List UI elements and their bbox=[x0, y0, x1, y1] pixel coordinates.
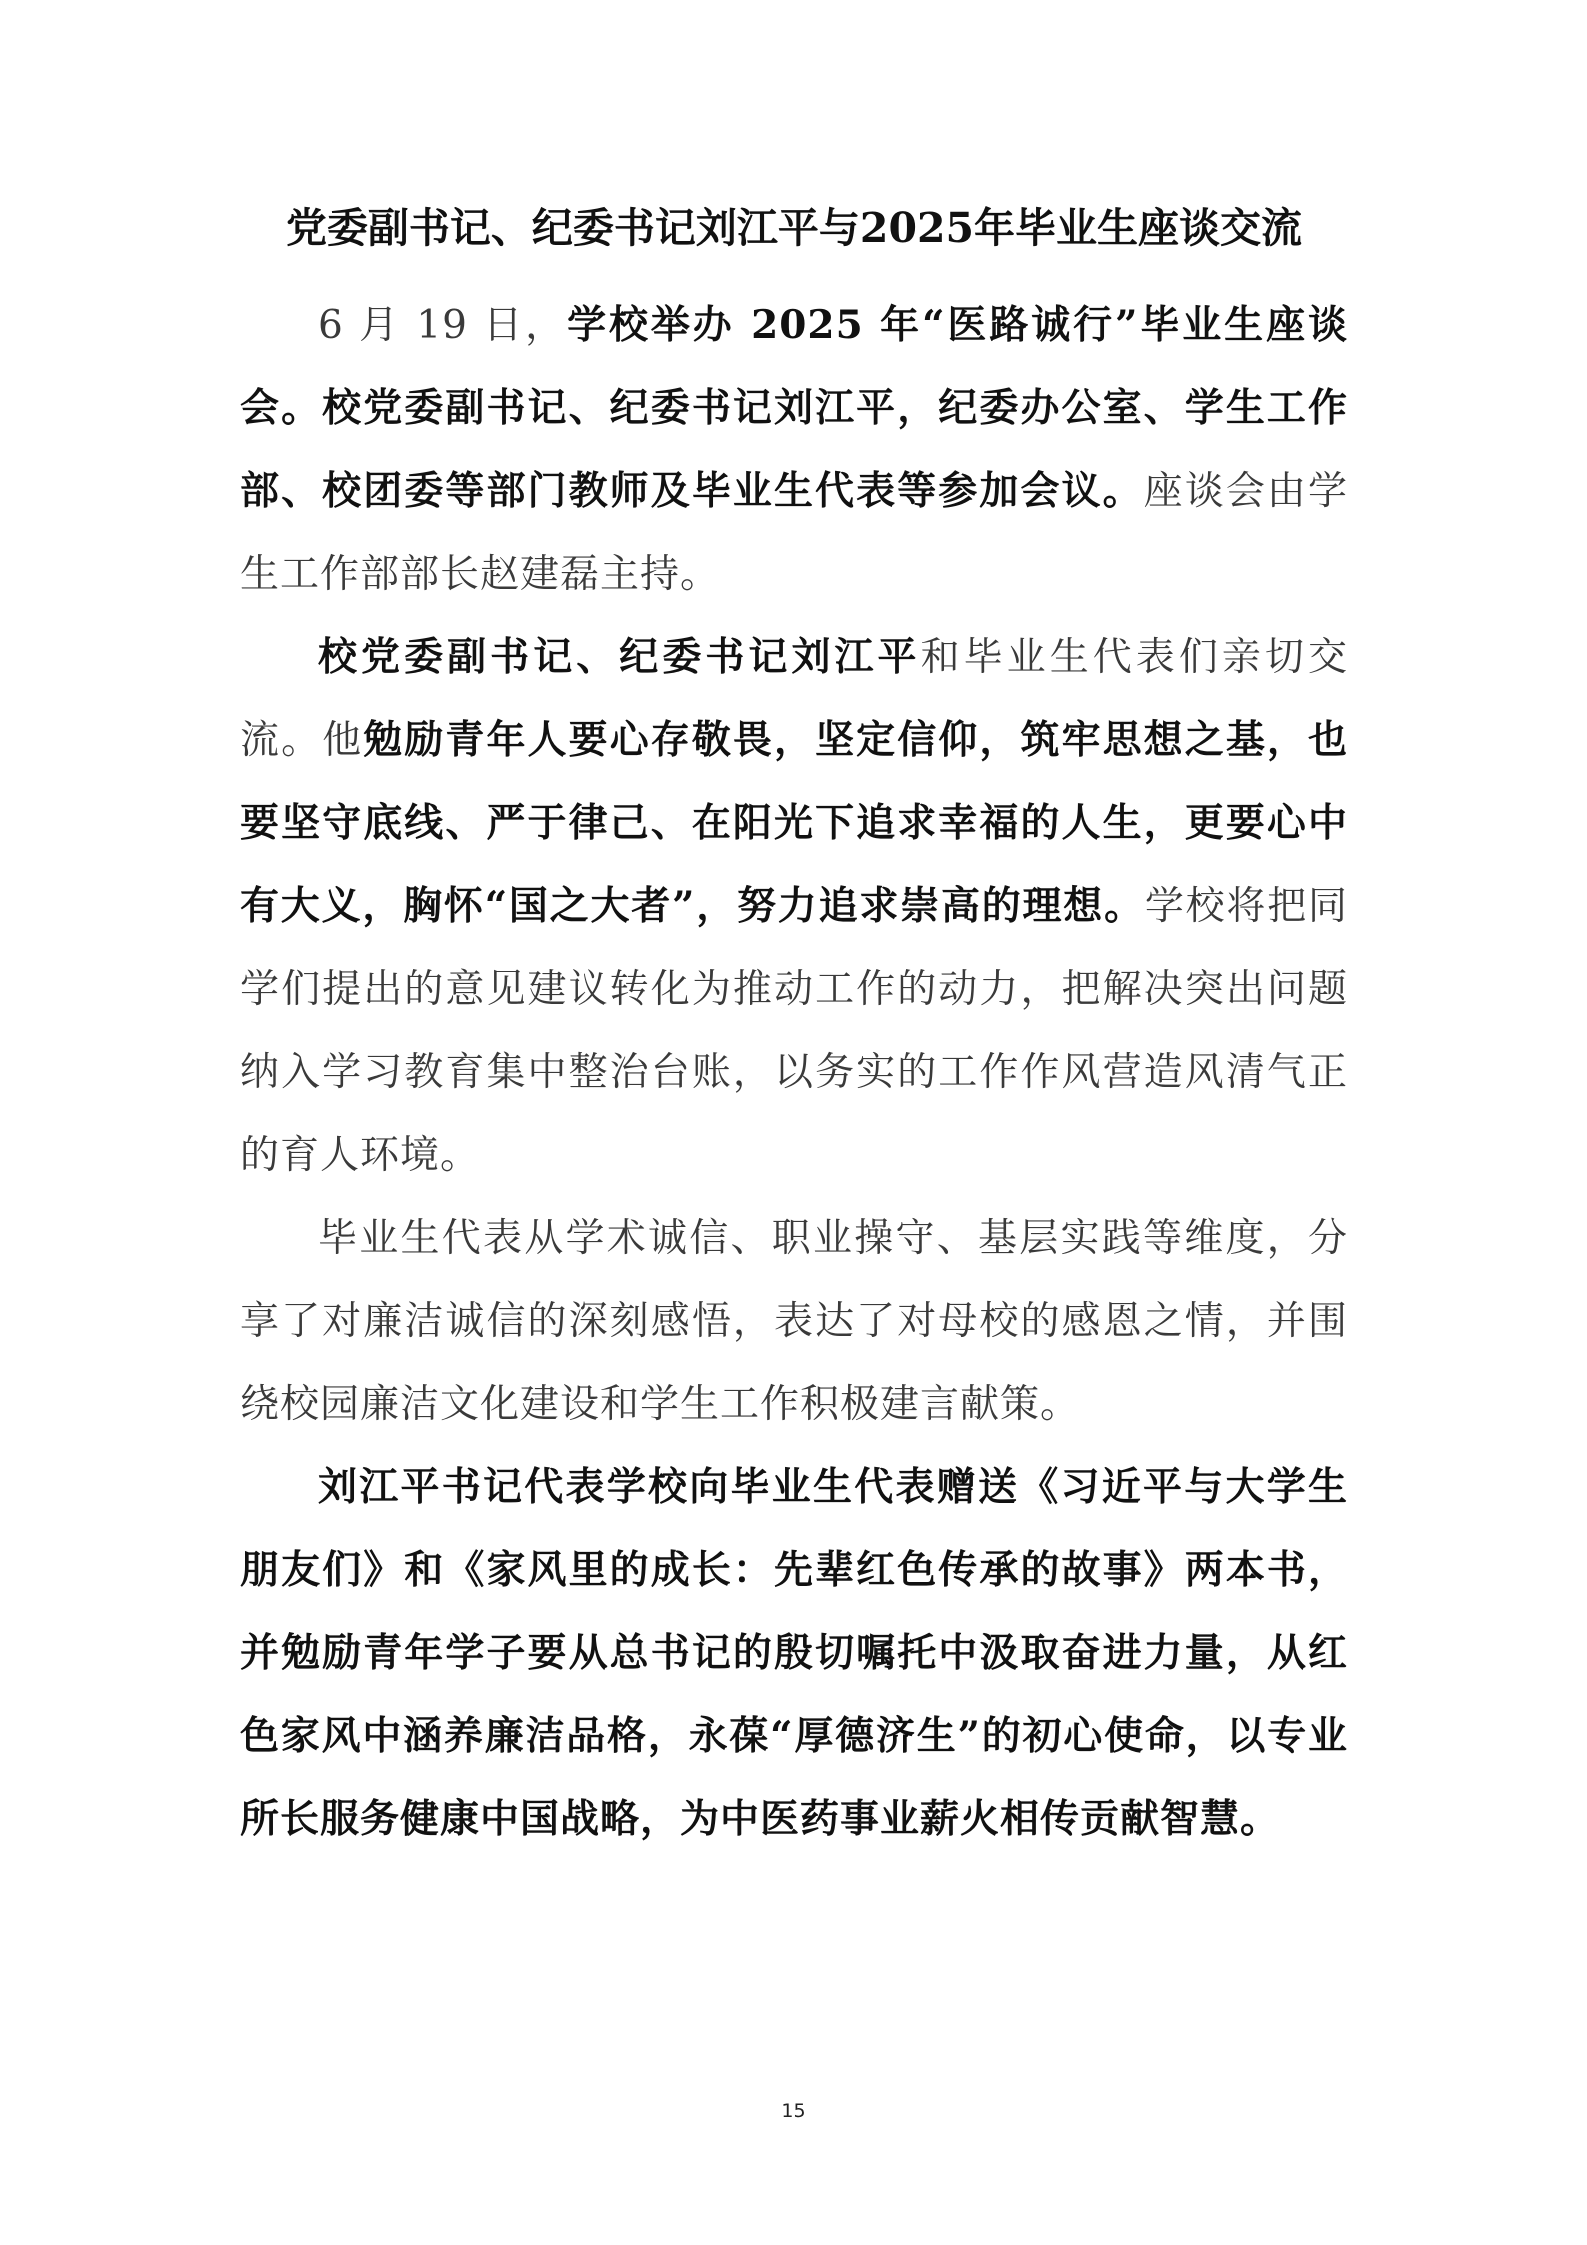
page-number: 15 bbox=[781, 2100, 806, 2122]
paragraph-4-text: 刘江平书记代表学校向毕业生代表赠送《习近平与大学生朋友们》和《家风里的成长：先辈红色传承的故事》两本书，并勉励青年学子要从总书记的殷切嘱托中汲取奋进力量，从红色家风中涵养廉洁品格，永葆“厚德济生”的初心使命，以专业所长服务健康中国战略，为中医药事业薪火相传贡献智慧。 bbox=[240, 1464, 1348, 1842]
paragraph-2-speaker: 校党委副书记、纪委书记刘江平 bbox=[318, 634, 921, 680]
paragraph-1-host-text: 座谈会由学生工作部部长赵建磊主持。 bbox=[240, 469, 1348, 597]
paragraph-1-bold-text: 学校举办 2025 年“医路诚行”毕业生座谈会。校党委副书记、纪委书记刘江平，纪委办公室、学生工作部、校团委等部门教师及毕业生代表等参加会议。 bbox=[240, 302, 1348, 514]
paragraph-1 bbox=[240, 284, 1348, 616]
document-title: 党委副书记、纪委书记刘江平与2025年毕业生座谈交流 bbox=[285, 204, 1303, 252]
paragraph-3-text: 毕业生代表从学术诚信、职业操守、基层实践等维度，分享了对廉洁诚信的深刻感悟，表达了对母校的感恩之情，并围绕校园廉洁文化建设和学生工作积极建言献策。 bbox=[240, 1216, 1348, 1427]
paragraph-2-intro: 和毕业生代表们亲切交流。他 bbox=[240, 635, 1348, 763]
paragraph-2 bbox=[240, 616, 1348, 1197]
paragraph-2-encouragement: 勉励青年人要心存敬畏，坚定信仰，筑牢思想之基，也要坚守底线、严于律己、在阳光下追求幸福的人生，更要心中有大义，胸怀“国之大者”，努力追求崇高的理想。 bbox=[240, 717, 1348, 929]
paragraph-1-date: 6 月 19 日， bbox=[318, 303, 568, 348]
paragraph-2-commitment: 学校将把同学们提出的意见建议转化为推动工作的动力，把解决突出问题纳入学习教育集中整治台账，以务实的工作作风营造风清气正的育人环境。 bbox=[240, 884, 1348, 1178]
document-body bbox=[240, 284, 1348, 1861]
paragraph-4 bbox=[240, 1446, 1348, 1861]
paragraph-3 bbox=[240, 1197, 1348, 1446]
